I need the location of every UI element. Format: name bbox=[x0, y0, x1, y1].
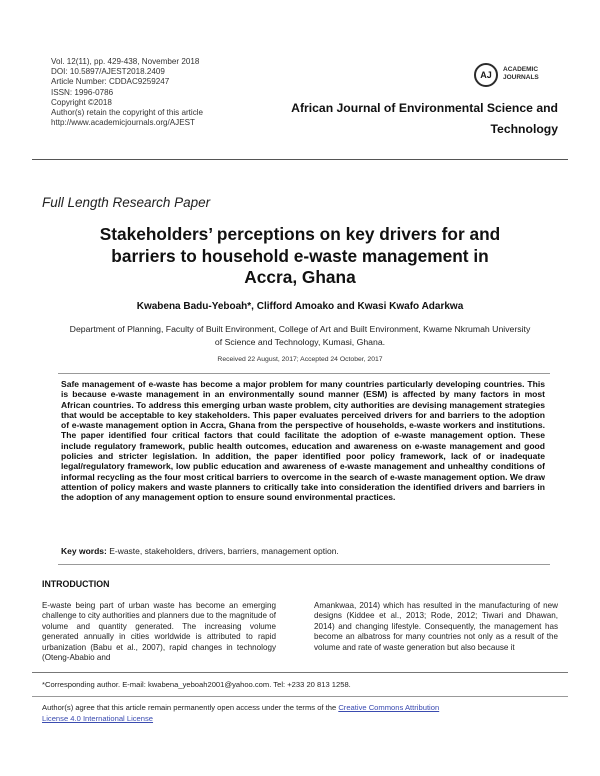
abstract: Safe management of e-waste has become a major problem for many countries particularly developing countries. This is because e-waste management in an environmentally sound manner (ESM) is affected by many factors in most African countries. To address this emerging urban waste problem, city authorities are devising management strategies that would be acceptable to key stakeholders. This paper evaluates perceived drivers for and barriers to the adoption of e-waste management option in Accra, Ghana from the perspective of households, e-waste workers and institutions. The paper identified four critical factors that could facilitate the adoption of e-waste management option. These include regulatory framework, public health outcomes, education and awareness on e-waste management and good policies and stricter legislation. In addition, the paper identified poor policy framework, lack of or inadequate legal/regulatory framework, low public education and awareness of e-waste management and unhealthy conditions of informal recycling as the four most critical barriers to overcome in the search of e-waste management option. We draw attention of policy makers and waste planners to critically take into consideration the identified drivers and barriers in the adoption of any management option to ensure sound environmental practices. bbox=[61, 379, 545, 503]
body-column-left: E-waste being part of urban waste has become an emerging challenge to city authorities and planners due to the magnitude of volume and quantity generated. The increasing volume generated annually in cities worldwide is attributed to rapid urbanization (Babu et al., 2007), rapid changes in technology (Oteng-Ababio and bbox=[42, 601, 276, 663]
logo-text bbox=[503, 66, 539, 81]
logo-mark: AJ bbox=[474, 63, 498, 87]
logo-line1: ACADEMIC bbox=[503, 66, 539, 73]
meta-copyright: Copyright ©2018 bbox=[51, 97, 112, 107]
academic-journals-logo bbox=[474, 63, 554, 91]
license-divider bbox=[32, 696, 568, 697]
license-link-international[interactable]: License 4.0 International License bbox=[42, 714, 154, 723]
corresponding-author: *Corresponding author. E-mail: kwabena_yeboah2001@yahoo.com. Tel: +233 20 813 1258. bbox=[42, 680, 351, 689]
affiliation bbox=[42, 323, 558, 348]
license-notice bbox=[42, 702, 564, 724]
meta-volume: Vol. 12(11), pp. 429-438, November 2018 bbox=[51, 57, 200, 66]
title-line3: Accra, Ghana bbox=[244, 267, 356, 287]
section-heading-introduction: INTRODUCTION bbox=[42, 579, 110, 589]
keywords bbox=[61, 546, 545, 556]
license-text: Author(s) agree that this article remain permanently open access under the terms of the bbox=[42, 703, 339, 712]
journal-name bbox=[258, 98, 558, 140]
logo-line2: JOURNALS bbox=[503, 73, 539, 81]
meta-url[interactable]: http://www.academicjournals.org/AJEST bbox=[51, 118, 195, 128]
meta-issn: ISSN: 1996-0786 bbox=[51, 87, 114, 97]
authors: Kwabena Badu-Yeboah*, Clifford Amoako and Kwasi Kwafo Adarkwa bbox=[136, 301, 464, 312]
journal-line2: Technology bbox=[490, 122, 558, 136]
keywords-label: Key words: bbox=[61, 546, 107, 556]
journal-line1: African Journal of Environmental Science and bbox=[291, 101, 558, 115]
body-column-right: Amankwaa, 2014) which has resulted in the manufacturing of new designs (Kiddee et al., 2013; Rode, 2012; Tiwari and Dhawan, 2014) and changing lifestyle. Consequently, the management has become an albatross for many countries not only as a result of the volume and rate of waste generation but also because it bbox=[314, 601, 558, 652]
meta-doi: DOI: 10.5897/AJEST2018.2409 bbox=[51, 67, 165, 77]
title-line2: barriers to household e-waste management in bbox=[111, 245, 489, 266]
abstract-divider bbox=[58, 373, 550, 374]
affiliation-line2: of Science and Technology, Kumasi, Ghana. bbox=[214, 336, 386, 347]
received-dates: Received 22 August, 2017; Accepted 24 October, 2017 bbox=[217, 356, 383, 363]
header-divider bbox=[32, 159, 568, 160]
article-title bbox=[40, 224, 560, 289]
affiliation-line1: Department of Planning, Faculty of Built Environment, College of Art and Built Environment, Kwame Nkrumah University bbox=[69, 324, 531, 334]
article-meta bbox=[51, 57, 203, 128]
license-link-cc[interactable]: Creative Commons Attribution bbox=[338, 703, 440, 712]
keywords-divider bbox=[58, 564, 550, 565]
meta-retain: Author(s) retain the copyright of this article bbox=[51, 108, 204, 118]
title-line1: Stakeholders’ perceptions on key drivers for and bbox=[99, 224, 501, 244]
keywords-list: E-waste, stakeholders, drivers, barriers, management option. bbox=[106, 546, 339, 556]
meta-article-number: Article Number: CDDAC9259247 bbox=[51, 77, 170, 87]
paper-type: Full Length Research Paper bbox=[42, 195, 211, 210]
footnote-divider bbox=[32, 672, 568, 673]
